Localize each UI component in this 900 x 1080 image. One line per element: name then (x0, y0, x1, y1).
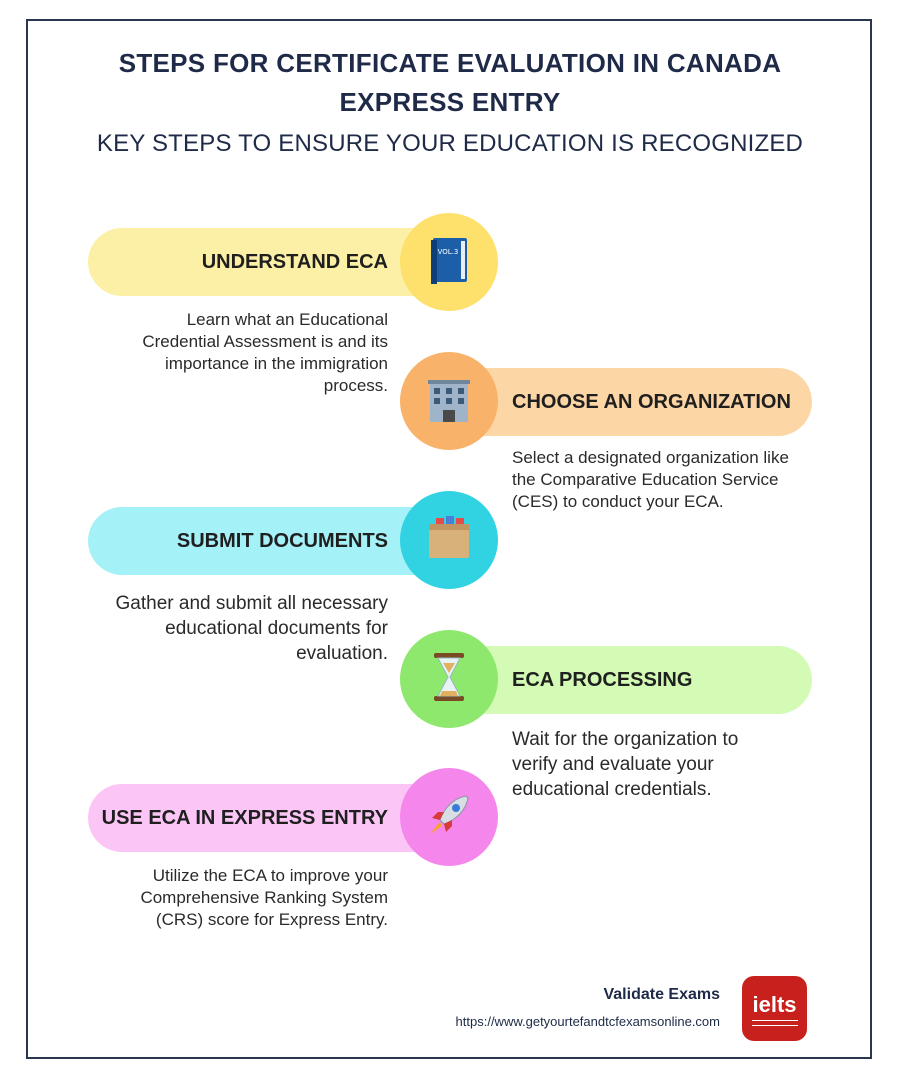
step-3-title: SUBMIT DOCUMENTS (176, 529, 388, 552)
page-subtitle: KEY STEPS TO ENSURE YOUR EDUCATION IS RECOGNIZED (96, 130, 804, 157)
step-1-description: Learn what an Educational Credential Assessment is and its importance in the immigration process. (142, 310, 388, 395)
step-2-description: Select a designated organization like the Comparative Education Service (CES) to conduct your ECA. (512, 448, 789, 511)
title-line-2: EXPRESS ENTRY (339, 87, 561, 117)
ielts-logo (742, 976, 807, 1041)
step-1-title: UNDERSTAND ECA (201, 250, 388, 273)
step-1-circle (400, 213, 498, 311)
office-building-icon (424, 374, 474, 429)
hourglass-icon (432, 651, 466, 708)
step-2-title: CHOOSE AN ORGANIZATION (512, 390, 791, 413)
step-3-description: Gather and submit all necessary educational documents for evaluation. (115, 593, 388, 664)
page-title (100, 44, 800, 122)
logo-text: ielts (752, 991, 797, 1017)
rocket-icon (424, 790, 474, 845)
footer-brand: Validate Exams (603, 986, 720, 1003)
step-4-title: ECA PROCESSING (512, 668, 693, 691)
step-5-circle (400, 768, 498, 866)
step-2-circle (400, 352, 498, 450)
step-3-circle (400, 491, 498, 589)
svg-text:VOL.3: VOL.3 (437, 247, 459, 256)
step-5-title: USE ECA IN EXPRESS ENTRY (101, 806, 388, 829)
logo-lines (752, 1020, 798, 1026)
card-file-box-icon (424, 514, 474, 567)
title-line-1: STEPS FOR CERTIFICATE EVALUATION IN CANADA (118, 48, 782, 78)
step-5-description: Utilize the ECA to improve your Comprehensive Ranking System (CRS) score for Express Entry. (140, 866, 388, 929)
step-4-description: Wait for the organization to verify and evaluate your educational credentials. (512, 729, 739, 800)
footer-url[interactable]: https://www.getyourtefandtcfexamsonline.com (455, 1014, 720, 1029)
book-icon (427, 234, 471, 291)
step-4-circle (400, 630, 498, 728)
